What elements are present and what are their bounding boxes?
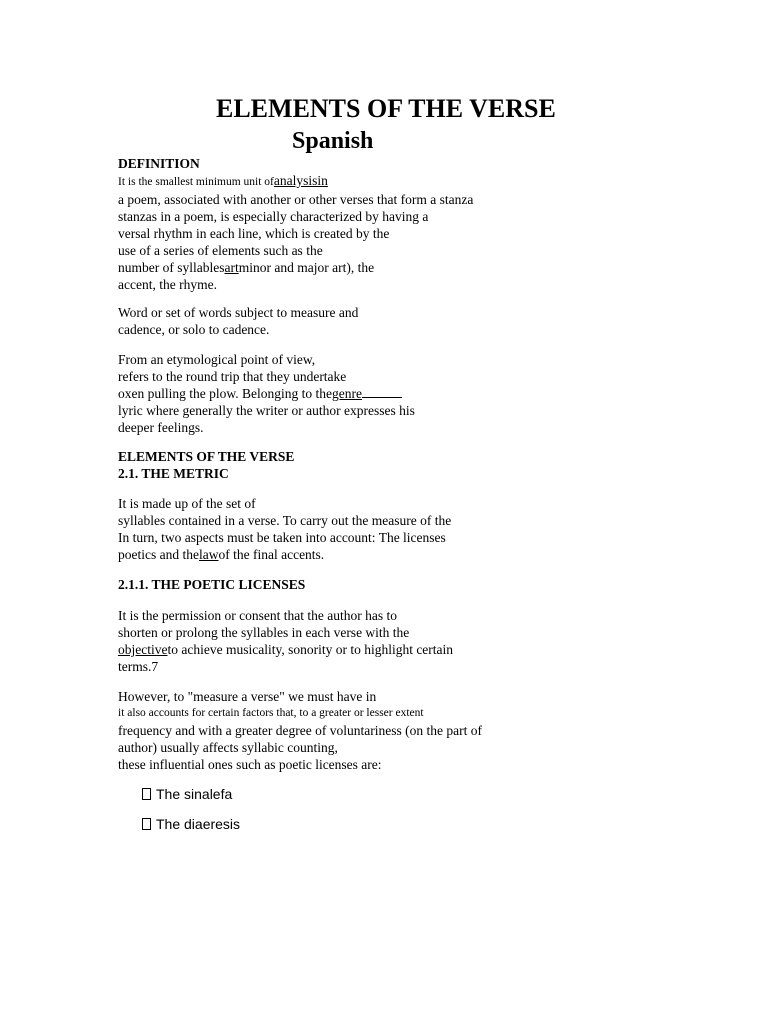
document-title: ELEMENTS OF THE VERSE xyxy=(216,94,556,123)
link-text: art xyxy=(224,260,239,275)
paragraph-line: these influential ones such as poetic licenses are: xyxy=(118,757,382,772)
paragraph-line: terms.7 xyxy=(118,659,159,674)
paragraph-line: accent, the rhyme. xyxy=(118,277,217,292)
link-text: law xyxy=(198,547,219,562)
bullet-text: The sinalefa xyxy=(156,786,233,802)
licenses-section xyxy=(118,576,305,593)
text-span: It is the smallest minimum unit of xyxy=(118,176,274,188)
paragraph-line: stanzas in a poem, is especially characterized by having a xyxy=(118,209,429,224)
text-span: oxen pulling the plow. Belonging to the xyxy=(118,386,332,401)
paragraph-line xyxy=(118,641,453,658)
paragraph-line: It is the permission or consent that the author has to xyxy=(118,608,397,623)
bullet-item xyxy=(142,816,240,832)
paragraph-line: cadence, or solo to cadence. xyxy=(118,322,270,337)
bullet-text: The diaeresis xyxy=(156,816,241,832)
definition-heading: DEFINITION xyxy=(118,156,200,171)
text-span: of the final accents. xyxy=(218,547,325,562)
paragraph-line: versal rhythm in each line, which is created by the xyxy=(118,226,390,241)
paragraph-line: In turn, two aspects must be taken into account: The licenses xyxy=(118,530,446,545)
paragraph-line: It is made up of the set of xyxy=(118,496,256,511)
paragraph-5 xyxy=(118,607,453,675)
text-span: poetics and the xyxy=(118,547,199,562)
text-span: to achieve musicality, sonority or to highlight certain xyxy=(167,642,454,657)
paragraph-line xyxy=(118,259,473,276)
link-text: objective xyxy=(118,642,168,657)
paragraph-4 xyxy=(118,495,451,563)
bullet-item xyxy=(142,786,232,802)
paragraph-line: frequency and with a greater degree of voluntariness (on the part of xyxy=(118,723,482,738)
paragraph-line: syllables contained in a verse. To carry out the measure of the xyxy=(118,513,452,528)
paragraph-line: From an etymological point of view, xyxy=(118,352,316,367)
paragraph-line xyxy=(118,385,415,402)
subsection-heading: 2.1. THE METRIC xyxy=(118,466,229,481)
bullet-box-icon xyxy=(142,788,151,800)
section-heading: ELEMENTS OF THE VERSE xyxy=(118,449,295,464)
link-text: genre xyxy=(331,386,362,401)
paragraph-line: it also accounts for certain factors that, to a greater or lesser extent xyxy=(118,707,424,719)
paragraph-3 xyxy=(118,351,415,436)
bullet-box-icon xyxy=(142,818,151,830)
text-span: minor and major art), the xyxy=(238,260,375,275)
paragraph-line: However, to "measure a verse" we must have in xyxy=(118,689,377,704)
paragraph-2 xyxy=(118,304,358,338)
paragraph-line xyxy=(118,172,473,191)
paragraph-line: use of a series of elements such as the xyxy=(118,243,323,258)
paragraph-line xyxy=(118,546,451,563)
text-span: number of syllables xyxy=(118,260,225,275)
paragraph-line: a poem, associated with another or other verses that form a stanza xyxy=(118,192,474,207)
link-text: analysisin xyxy=(273,173,328,188)
paragraph-line: deeper feelings. xyxy=(118,420,204,435)
definition-section xyxy=(118,155,473,293)
paragraph-line: Word or set of words subject to measure and xyxy=(118,305,359,320)
paragraph-line: lyric where generally the writer or author expresses his xyxy=(118,403,415,418)
document-subtitle: Spanish xyxy=(292,128,374,154)
elements-section xyxy=(118,448,294,482)
paragraph-line: author) usually affects syllabic counting, xyxy=(118,740,338,755)
paragraph-line: shorten or prolong the syllables in each verse with the xyxy=(118,625,410,640)
paragraph-line: refers to the round trip that they undertake xyxy=(118,369,347,384)
paragraph-6 xyxy=(118,688,482,773)
blank-line xyxy=(362,385,402,398)
subsection-heading: 2.1.1. THE POETIC LICENSES xyxy=(118,577,306,592)
